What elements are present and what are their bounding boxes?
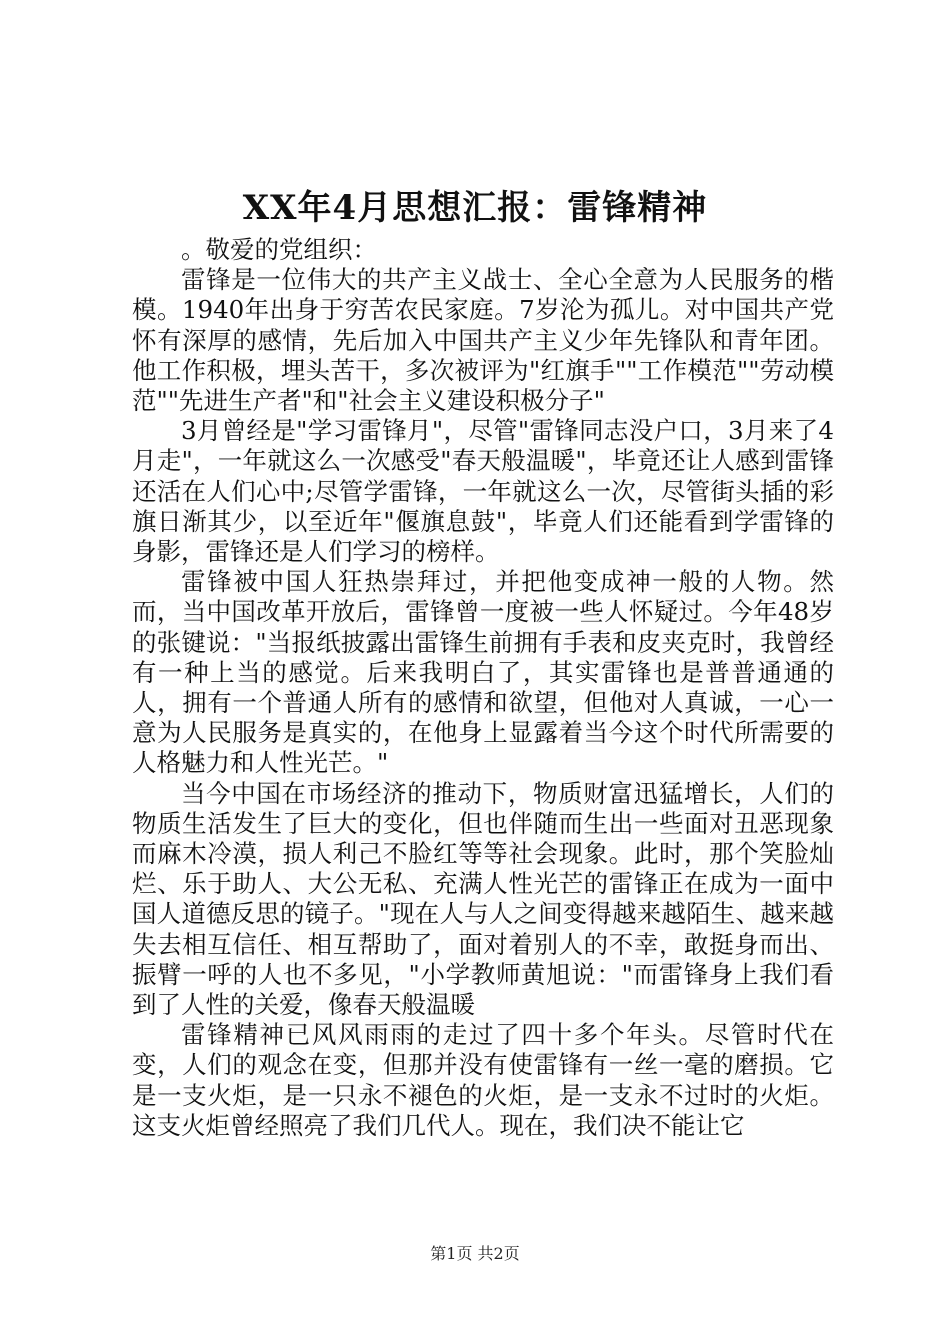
page-footer: 第1页 共2页 — [430, 1244, 520, 1263]
paragraph-4: 当今中国在市场经济的推动下，物质财富迅猛增长，人们的物质生活发生了巨大的变化，但也伴随而生出一些面对丑恶现象而麻木冷漠，损人利己不脸红等等社会现象。此时，那个笑脸灿烂、乐于助人、大公无私、充满人性光芒的雷锋正在成为一面中国人道德反思的镜子。"现在人与人之间变得越来越陌生、越来越失去相互信任、相互帮助了，面对着别人的不幸，敢挺身而出、振臂一呼的人也不多见，"小学教师黄旭说："而雷锋身上我们看到了人性的关爱，像春天般温暖 — [132, 778, 834, 1020]
paragraph-2: 3月曾经是"学习雷锋月"，尽管"雷锋同志没户口，3月来了4月走"，一年就这么一次感受"春天般温暖"，毕竟还让人感到雷锋还活在人们心中;尽管学雷锋，一年就这么一次，尽管街头插的彩旗日渐其少，以至近年"偃旗息鼓"，毕竟人们还能看到学雷锋的身影，雷锋还是人们学习的榜样。 — [132, 416, 834, 567]
paragraph-5: 雷锋精神已风风雨雨的走过了四十多个年头。尽管时代在变，人们的观念在变，但那并没有使雷锋有一丝一毫的磨损。它是一支火炬，是一只永不褪色的火炬，是一支永不过时的火炬。这支火炬曾经照亮了我们几代人。现在，我们决不能让它 — [132, 1020, 834, 1140]
document-title: XX年4月思想汇报：雷锋精神 — [242, 188, 708, 228]
paragraph-1: 雷锋是一位伟大的共产主义战士、全心全意为人民服务的楷模。1940年出身于穷苦农民家庭。7岁沦为孤儿。对中国共产党怀有深厚的感情，先后加入中国共产主义少年先锋队和青年团。他工作积极，埋头苦干，多次被评为"红旗手""工作模范""劳动模范""先进生产者"和"社会主义建设积极分子" — [132, 265, 834, 416]
paragraph-3: 雷锋被中国人狂热崇拜过，并把他变成神一般的人物。然而，当中国改革开放后，雷锋曾一度被一些人怀疑过。今年48岁的张键说："当报纸披露出雷锋生前拥有手表和皮夹克时，我曾经有一种上当的感觉。后来我明白了，其实雷锋也是普普通通的人，拥有一个普通人所有的感情和欲望，但他对人真诚，一心一意为人民服务是真实的，在他身上显露着当今这个时代所需要的人格魅力和人性光芒。" — [132, 567, 834, 778]
salutation: 。敬爱的党组织： — [181, 235, 377, 264]
document-body — [132, 235, 834, 1141]
